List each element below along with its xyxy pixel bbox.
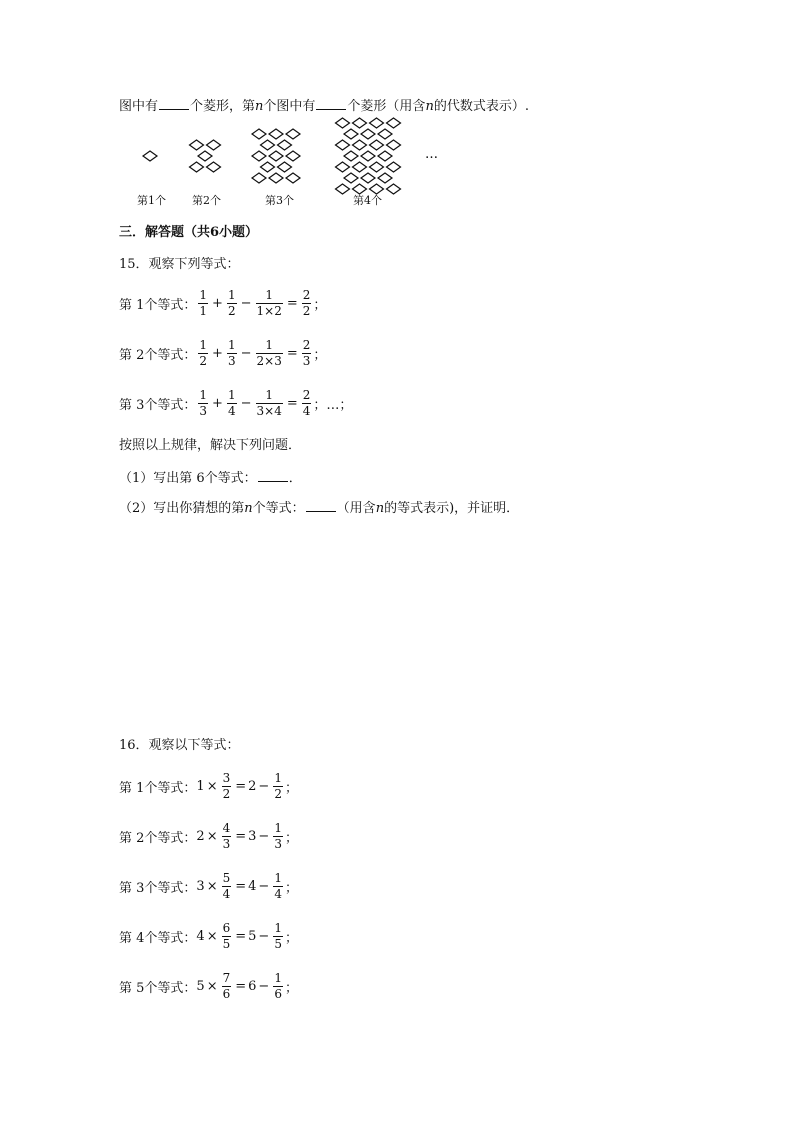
fraction: $\frac{2}{4}$ <box>302 387 311 418</box>
rhombus-shape <box>207 140 221 150</box>
rhombus-shape <box>286 173 300 183</box>
rhombus-shape <box>336 162 350 172</box>
rhombus-shape <box>361 173 375 183</box>
number: 4 <box>248 878 257 894</box>
rhombus-shape <box>269 151 283 161</box>
fraction: $\frac{7}{6}$ <box>222 970 231 1001</box>
figure-caption-2: 第2个 <box>192 194 221 207</box>
tail: ； <box>284 830 298 846</box>
text: 个等式： <box>252 501 305 516</box>
rhombus-shape <box>387 140 401 150</box>
equation-label: 第 3个等式： <box>119 880 197 896</box>
text: 的代数式表示）. <box>433 99 529 114</box>
answer-blank <box>258 469 288 482</box>
equation-label: 第 1个等式： <box>119 297 197 313</box>
rhombus-shape <box>336 118 350 128</box>
variable-n: n <box>425 99 434 114</box>
text: 个菱形，第 <box>190 99 256 114</box>
rhombus-shape <box>143 151 157 161</box>
q16-equation-2: 第 2个等式： 2 × $\frac{4}{3}$ = 3 − $\frac{1}{3}$ ； <box>119 820 298 851</box>
tail: ； <box>284 880 298 896</box>
tail: ； <box>284 930 298 946</box>
equation-label: 第 3个等式： <box>119 397 197 413</box>
rhombus-shape <box>278 140 292 150</box>
equation-label: 第 2个等式： <box>119 830 197 846</box>
rhombus-shape <box>387 162 401 172</box>
q15-equation-3: 第 3个等式： $\frac{1}{3}$ + $\frac{1}{4}$ − $\frac{1}{3\times 4}$ = $\frac{2}{4}$ ；…； <box>119 387 353 418</box>
rhombus-shape <box>361 129 375 139</box>
fraction: $\frac{1}{3}$ <box>199 387 208 418</box>
rhombus-shape <box>336 184 350 194</box>
rhombus-shape <box>353 162 367 172</box>
tail: ；…； <box>313 397 353 413</box>
fraction: $\frac{1}{2}$ <box>274 770 282 801</box>
q16-equation-3: 第 3个等式： 3 × $\frac{5}{4}$ = 4 − $\frac{1}{4}$ ； <box>119 870 298 901</box>
rhombus-shape <box>252 151 266 161</box>
text: （用含 <box>336 501 376 516</box>
number: 6 <box>248 978 257 994</box>
rhombus-shape <box>261 140 275 150</box>
rhombus-shape <box>370 118 384 128</box>
rhombus-shape <box>269 129 283 139</box>
q16-equation-5: 第 5个等式： 5 × $\frac{7}{6}$ = 6 − $\frac{1}{6}$ ； <box>119 970 298 1001</box>
q16-equation-1: 第 1个等式： 1 × $\frac{3}{2}$ = 2 − $\frac{1}{2}$ ； <box>119 770 298 801</box>
fraction: $\frac{6}{5}$ <box>222 920 231 951</box>
number: 2 <box>248 778 257 794</box>
rhombus-shape <box>207 162 221 172</box>
text: （2）写出你猜想的第 <box>119 501 245 516</box>
section-heading: 三．解答题（共6小题） <box>119 225 259 240</box>
fraction: $\frac{1}{6}$ <box>274 970 282 1001</box>
rhombus-shape <box>252 129 266 139</box>
fraction: $\frac{1}{1}$ <box>199 287 208 318</box>
number: 5 <box>196 978 205 994</box>
variable-n: n <box>375 501 385 516</box>
number: 2 <box>196 828 205 844</box>
rhombus-shape <box>353 118 367 128</box>
fraction: $\frac{5}{4}$ <box>222 870 231 901</box>
fraction: $\frac{4}{3}$ <box>222 820 231 851</box>
number: 5 <box>248 928 257 944</box>
figure-caption-3: 第3个 <box>265 194 294 207</box>
equation-label: 第 1个等式： <box>119 780 197 796</box>
number: 3 <box>196 878 205 894</box>
rhombus-shape <box>378 151 392 161</box>
fraction: $\frac{2}{3}$ <box>302 337 311 368</box>
rhombus-shape <box>344 129 358 139</box>
rhombus-shape <box>370 140 384 150</box>
equation-label: 第 4个等式： <box>119 930 197 946</box>
fraction: $\frac{1}{4}$ <box>274 870 282 901</box>
rhombus-shape <box>252 173 266 183</box>
rhombus-shape <box>190 162 204 172</box>
fraction: $\frac{1}{5}$ <box>274 920 282 951</box>
equation-label: 第 2个等式： <box>119 347 197 363</box>
rhombus-shape <box>378 129 392 139</box>
rhombus-shape <box>336 140 350 150</box>
rhombus-shape <box>370 162 384 172</box>
rhombus-shape <box>361 151 375 161</box>
rhombus-shape <box>378 173 392 183</box>
figure-caption-1: 第1个 <box>137 194 166 207</box>
rhombus-figure <box>0 0 794 220</box>
q15-part-1 <box>119 469 302 488</box>
fraction: $\frac{1}{3\times 4}$ <box>256 387 282 418</box>
text: （1）写出第 6个等式： <box>119 471 257 486</box>
variable-n: n <box>255 99 264 114</box>
fraction: $\frac{3}{2}$ <box>222 770 231 801</box>
fraction: $\frac{2}{2}$ <box>302 287 311 318</box>
rhombus-shape <box>387 184 401 194</box>
fraction: $\frac{1}{2}$ <box>199 337 208 368</box>
text: 图中有 <box>119 99 159 114</box>
ellipsis: … <box>425 147 438 162</box>
text: 的等式表示)，并证明． <box>384 501 520 516</box>
fraction: $\frac{1}{1\times 2}$ <box>256 287 282 318</box>
rhombus-shape <box>190 140 204 150</box>
q15-part-2 <box>119 499 519 518</box>
fraction: $\frac{1}{3}$ <box>227 337 236 368</box>
tail: ； <box>284 980 298 996</box>
equation-label: 第 5个等式： <box>119 980 197 996</box>
fraction: $\frac{1}{3}$ <box>274 820 282 851</box>
rhombus-shape <box>286 151 300 161</box>
q16-title: 16．观察以下等式： <box>119 738 240 753</box>
rhombus-shape <box>353 140 367 150</box>
rhombus-shape <box>344 151 358 161</box>
rhombus-shape <box>344 173 358 183</box>
q16-equation-4: 第 4个等式： 4 × $\frac{6}{5}$ = 5 − $\frac{1}{5}$ ； <box>119 920 298 951</box>
number: 1 <box>196 778 205 794</box>
q15-equation-1: 第 1个等式： $\frac{1}{1}$ + $\frac{1}{2}$ − $\frac{1}{1\times 2}$ = $\frac{2}{2}$ ； <box>119 287 327 318</box>
q15-equation-2: 第 2个等式： $\frac{1}{2}$ + $\frac{1}{3}$ − $\frac{1}{2\times 3}$ = $\frac{2}{3}$ ； <box>119 337 327 368</box>
answer-blank <box>306 499 336 512</box>
rhombus-shape <box>387 118 401 128</box>
variable-n: n <box>244 501 253 516</box>
text: 个图中有 <box>263 99 316 114</box>
rhombus-shape <box>269 173 283 183</box>
rhombus-shape <box>278 162 292 172</box>
number: 4 <box>196 928 205 944</box>
q15-title: 15．观察下列等式： <box>119 257 240 272</box>
tail: ； <box>284 780 298 796</box>
fraction: $\frac{1}{4}$ <box>227 387 236 418</box>
tail: ； <box>313 347 327 363</box>
q15-rule: 按照以上规律，解决下列问题． <box>119 438 302 453</box>
text: 个菱形（用含 <box>347 99 426 114</box>
figure-caption-4: 第4个 <box>353 194 382 207</box>
fraction: $\frac{1}{2}$ <box>227 287 236 318</box>
fraction: $\frac{1}{2\times 3}$ <box>256 337 282 368</box>
rhombus-shape <box>261 162 275 172</box>
number: 3 <box>248 828 257 844</box>
rhombus-shape <box>286 129 300 139</box>
text: ． <box>288 471 302 486</box>
tail: ； <box>313 297 327 313</box>
rhombus-shape <box>198 151 212 161</box>
